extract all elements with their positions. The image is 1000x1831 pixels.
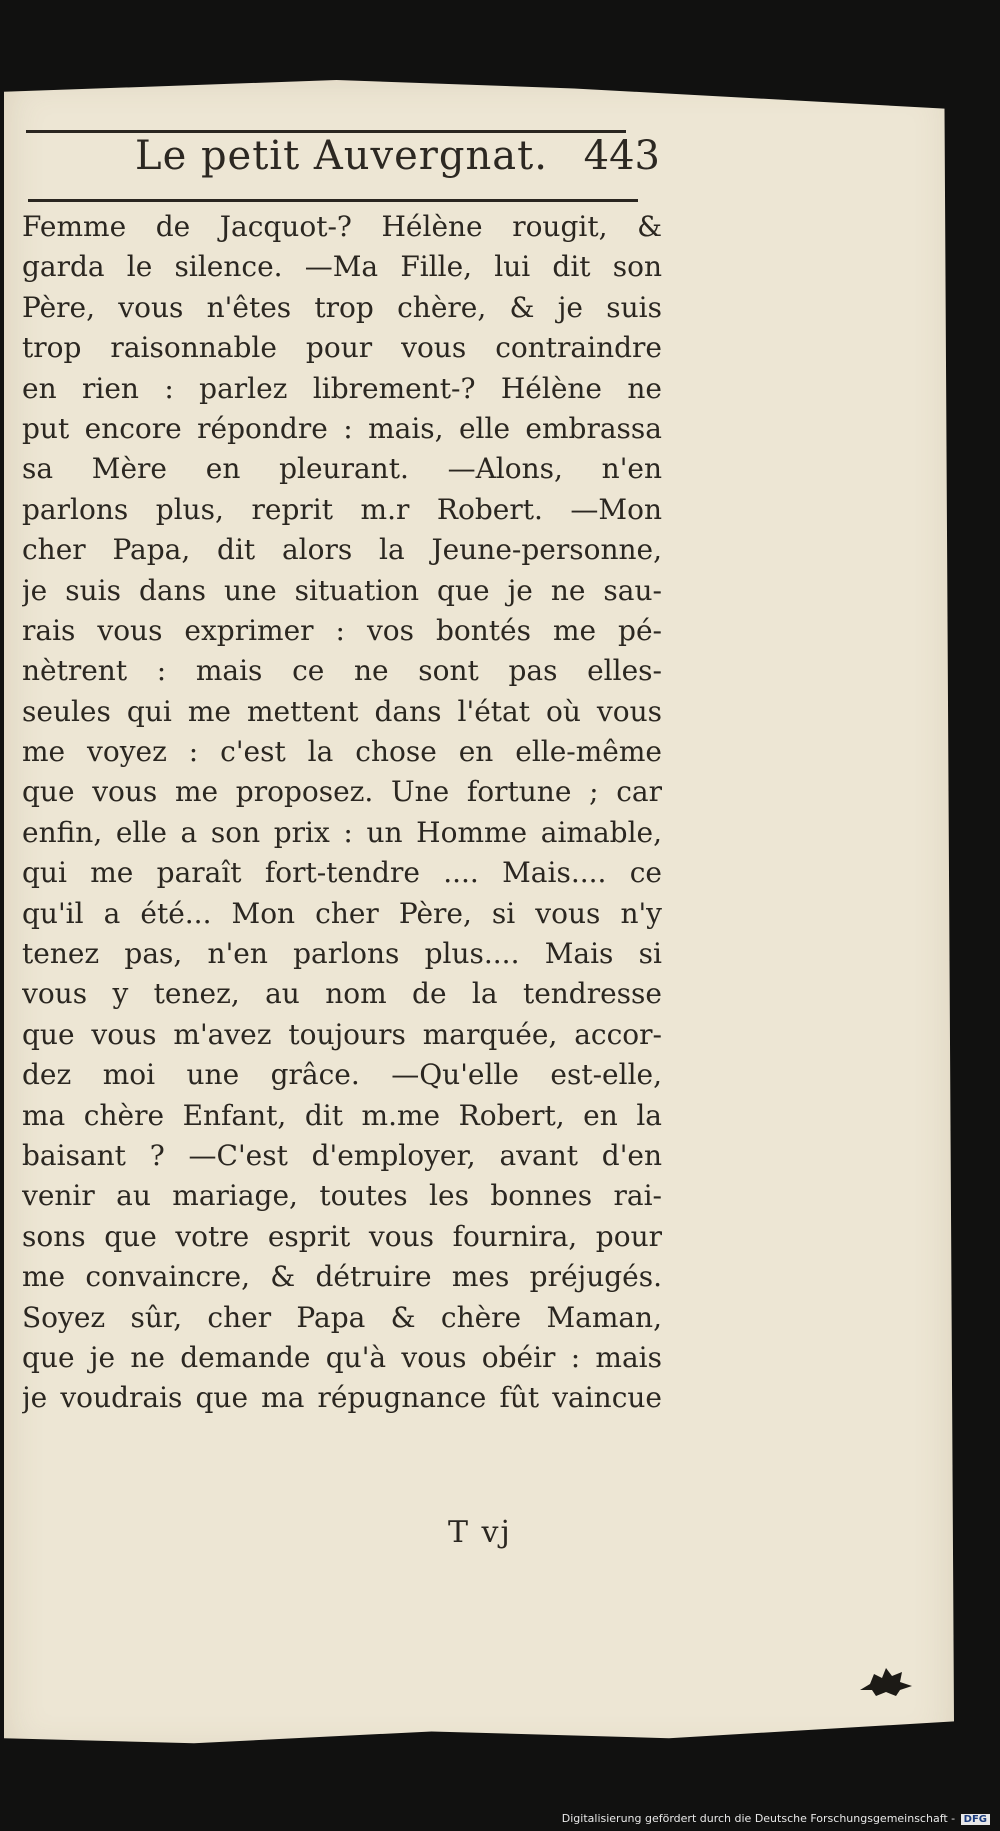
- text-line: que vous m'avez toujours marquée, accor-: [22, 1017, 662, 1051]
- text-line: me voyez : c'est la chose en elle-même: [22, 735, 662, 769]
- text-line: venir au mariage, toutes les bonnes rai-: [22, 1179, 662, 1213]
- text-line: qu'il a été... Mon cher Père, si vous n'y: [22, 896, 662, 930]
- page-number: 443: [583, 133, 660, 179]
- text-line: enfin, elle a son prix : un Homme aimable,: [22, 815, 662, 849]
- text-line: rais vous exprimer : vos bontés me pé-: [22, 613, 662, 647]
- text-line: parlons plus, reprit m.r Robert. —Mon: [22, 492, 662, 526]
- text-line: en rien : parlez librement-? Hélène ne: [22, 371, 662, 405]
- signature-mark: T vj: [448, 1515, 512, 1550]
- text-line: je voudrais que ma répugnance fût vaincue: [22, 1381, 662, 1415]
- text-line: Femme de Jacquot-? Hélène rougit, &: [22, 210, 662, 243]
- text-line: cher Papa, dit alors la Jeune-personne,: [22, 533, 662, 567]
- text-line: ma chère Enfant, dit m.me Robert, en la: [22, 1098, 662, 1132]
- text-line: que vous me proposez. Une fortune ; car: [22, 775, 662, 809]
- text-line: qui me paraît fort-tendre .... Mais.... ce: [22, 856, 662, 890]
- text-line: trop raisonnable pour vous contraindre: [22, 331, 662, 365]
- text-line: tenez pas, n'en parlons plus.... Mais si: [22, 937, 662, 971]
- text-line: que je ne demande qu'à vous obéir : mais: [22, 1340, 662, 1374]
- footer-credit: Digitalisierung gefördert durch die Deutsche Forschungsgemeinschaft -: [561, 1812, 956, 1825]
- header-rule-bottom: [28, 199, 638, 202]
- text-line: Père, vous n'êtes trop chère, & je suis: [22, 290, 662, 324]
- text-line: je suis dans une situation que je ne sau-: [22, 573, 662, 607]
- dfg-logo: DFG: [961, 1814, 990, 1825]
- running-head: [135, 133, 660, 193]
- text-line: nètrent : mais ce ne sont pas elles-: [22, 654, 662, 688]
- text-line: garda le silence. —Ma Fille, lui dit son: [22, 250, 662, 284]
- ink-blot-icon: [856, 1660, 916, 1700]
- text-line: Soyez sûr, cher Papa & chère Maman,: [22, 1300, 662, 1334]
- body-text: [22, 207, 662, 1419]
- text-line: baisant ? —C'est d'employer, avant d'en: [22, 1138, 662, 1172]
- text-line: me convaincre, & détruire mes préjugés.: [22, 1260, 662, 1294]
- running-title: Le petit Auvergnat.: [135, 133, 548, 179]
- text-line: dez moi une grâce. —Qu'elle est-elle,: [22, 1058, 662, 1092]
- text-line: seules qui me mettent dans l'état où vous: [22, 694, 662, 728]
- text-line: sa Mère en pleurant. —Alons, n'en: [22, 452, 662, 486]
- text-line: vous y tenez, au nom de la tendresse: [22, 977, 662, 1011]
- text-line: put encore répondre : mais, elle embrassa: [22, 411, 662, 445]
- digitization-footer: [562, 1812, 990, 1825]
- text-line: sons que votre esprit vous fournira, pour: [22, 1219, 662, 1253]
